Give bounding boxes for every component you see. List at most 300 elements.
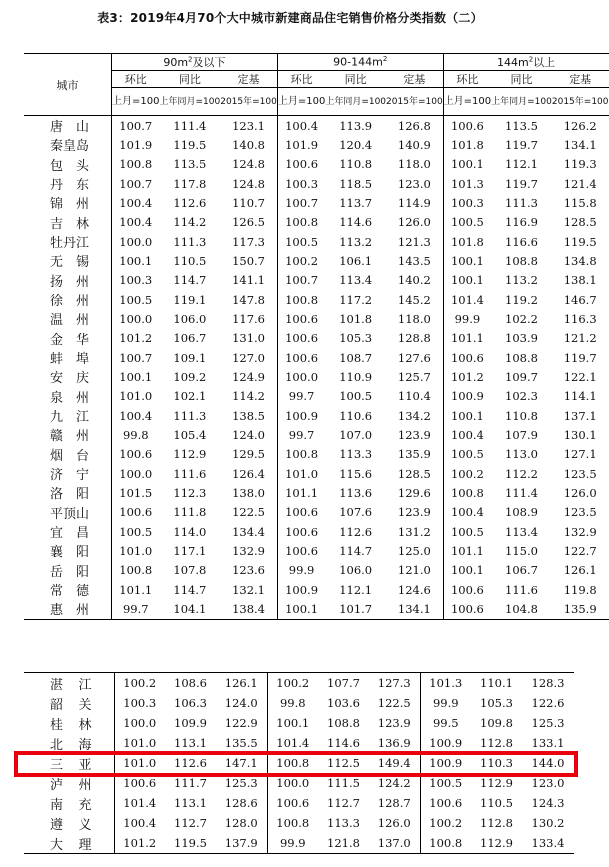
base-header-label: 上年同月=100 bbox=[325, 88, 386, 116]
header-group-row bbox=[24, 54, 609, 71]
index-value: 124.8 bbox=[232, 157, 265, 172]
index-value: 111.8 bbox=[173, 505, 207, 520]
index-value: 132.9 bbox=[232, 543, 265, 558]
index-value: 140.9 bbox=[397, 137, 431, 152]
index-value: 100.4 bbox=[112, 213, 160, 232]
index-value: 112.7 bbox=[327, 796, 360, 810]
index-value: 100.0 bbox=[114, 713, 165, 733]
index-value: 113.4 bbox=[505, 524, 538, 539]
index-value: 101.3 bbox=[420, 673, 471, 694]
index-value: 113.7 bbox=[339, 195, 373, 210]
city-name: 三亚 bbox=[50, 757, 92, 773]
city-name: 南充 bbox=[50, 797, 92, 813]
index-value: 117.8 bbox=[173, 176, 207, 191]
index-value: 124.0 bbox=[232, 427, 265, 442]
base-header-label: 2015年=100 bbox=[386, 88, 443, 116]
index-value: 108.9 bbox=[505, 505, 538, 520]
index-value: 100.7 bbox=[277, 193, 325, 212]
index-value: 100.0 bbox=[112, 309, 160, 328]
index-value: 110.3 bbox=[480, 756, 513, 770]
index-value: 112.8 bbox=[480, 816, 513, 830]
index-value: 111.6 bbox=[173, 466, 207, 481]
index-value: 100.8 bbox=[277, 445, 325, 464]
index-value: 122.1 bbox=[563, 369, 597, 384]
index-value: 140.2 bbox=[397, 273, 431, 288]
city-name: 牡丹江 bbox=[50, 236, 90, 252]
index-value: 100.6 bbox=[277, 309, 325, 328]
index-value: 101.0 bbox=[112, 541, 160, 560]
index-value: 123.6 bbox=[232, 563, 265, 578]
index-value: 114.7 bbox=[339, 543, 373, 558]
index-value: 128.7 bbox=[377, 796, 411, 810]
index-value: 110.7 bbox=[232, 195, 265, 210]
index-value: 123.0 bbox=[531, 776, 565, 790]
index-value: 105.3 bbox=[480, 696, 513, 710]
index-value: 100.6 bbox=[277, 329, 325, 348]
index-value: 128.0 bbox=[224, 816, 258, 830]
index-value: 106.1 bbox=[339, 253, 373, 268]
index-value: 127.0 bbox=[232, 350, 265, 365]
index-value: 129.6 bbox=[397, 485, 431, 500]
table-row bbox=[24, 522, 609, 541]
index-value: 100.0 bbox=[112, 464, 160, 483]
index-value: 105.4 bbox=[173, 427, 207, 442]
index-value: 101.8 bbox=[443, 135, 491, 154]
index-value: 117.6 bbox=[232, 311, 265, 326]
city-name: 金华 bbox=[50, 332, 90, 348]
index-value: 100.8 bbox=[267, 753, 318, 773]
index-value: 114.2 bbox=[173, 215, 207, 230]
index-value: 100.7 bbox=[112, 116, 160, 136]
index-value: 125.0 bbox=[397, 543, 431, 558]
index-value: 112.8 bbox=[480, 736, 513, 750]
index-value: 141.1 bbox=[232, 273, 265, 288]
index-value: 123.0 bbox=[397, 176, 431, 191]
index-value: 100.6 bbox=[443, 599, 491, 619]
table-row bbox=[24, 813, 574, 833]
index-value: 100.6 bbox=[443, 116, 491, 136]
index-value: 124.2 bbox=[377, 776, 411, 790]
index-value: 100.6 bbox=[277, 541, 325, 560]
index-value: 127.3 bbox=[377, 676, 411, 690]
table-row bbox=[24, 135, 609, 154]
index-value: 100.7 bbox=[112, 348, 160, 367]
index-value: 100.5 bbox=[420, 773, 471, 793]
index-value: 134.2 bbox=[397, 408, 431, 423]
index-value: 100.9 bbox=[277, 406, 325, 425]
index-value: 146.7 bbox=[563, 292, 597, 307]
index-value: 100.3 bbox=[443, 193, 491, 212]
city-name: 大理 bbox=[50, 837, 92, 853]
index-value: 135.9 bbox=[397, 447, 431, 462]
index-value: 111.4 bbox=[505, 485, 538, 500]
index-value: 100.2 bbox=[277, 251, 325, 270]
index-value: 136.9 bbox=[377, 736, 411, 750]
index-value: 99.7 bbox=[277, 387, 325, 406]
index-value: 119.8 bbox=[563, 582, 597, 597]
index-value: 100.8 bbox=[277, 290, 325, 309]
city-name: 烟台 bbox=[50, 448, 90, 464]
index-value: 101.4 bbox=[267, 733, 318, 753]
index-value: 123.5 bbox=[563, 505, 597, 520]
index-value: 101.0 bbox=[112, 387, 160, 406]
index-value: 138.5 bbox=[232, 408, 265, 423]
index-value: 100.0 bbox=[267, 773, 318, 793]
index-value: 100.6 bbox=[443, 580, 491, 599]
index-value: 126.0 bbox=[563, 485, 597, 500]
city-name: 扬州 bbox=[50, 274, 90, 290]
index-value: 100.9 bbox=[443, 387, 491, 406]
city-name: 济宁 bbox=[50, 468, 90, 484]
index-value: 101.4 bbox=[443, 290, 491, 309]
index-value: 121.0 bbox=[397, 563, 431, 578]
index-value: 149.4 bbox=[377, 756, 411, 770]
index-value: 100.6 bbox=[443, 348, 491, 367]
index-value: 115.0 bbox=[505, 543, 538, 558]
index-value: 133.4 bbox=[531, 836, 565, 850]
city-name: 蚌埠 bbox=[50, 352, 90, 368]
index-value: 100.5 bbox=[112, 290, 160, 309]
index-value: 100.6 bbox=[112, 503, 160, 522]
index-value: 113.1 bbox=[174, 796, 207, 810]
index-value: 100.4 bbox=[443, 503, 491, 522]
table-row bbox=[24, 464, 609, 483]
index-value: 101.1 bbox=[443, 329, 491, 348]
index-value: 126.1 bbox=[563, 563, 597, 578]
index-value: 110.4 bbox=[397, 389, 431, 404]
index-value: 122.5 bbox=[232, 505, 265, 520]
index-value: 101.8 bbox=[443, 232, 491, 251]
index-value: 111.6 bbox=[505, 582, 538, 597]
index-value: 104.1 bbox=[173, 601, 207, 616]
index-value: 100.1 bbox=[443, 251, 491, 270]
table-row bbox=[24, 193, 609, 212]
table-row bbox=[24, 580, 609, 599]
index-value: 114.2 bbox=[232, 389, 265, 404]
index-value: 100.1 bbox=[443, 155, 491, 174]
index-value: 122.9 bbox=[224, 716, 258, 730]
index-value: 109.7 bbox=[505, 369, 538, 384]
index-value: 100.9 bbox=[420, 733, 471, 753]
table-row bbox=[24, 425, 609, 444]
table-row bbox=[24, 213, 609, 232]
index-value: 106.0 bbox=[339, 563, 373, 578]
index-value: 122.7 bbox=[563, 543, 597, 558]
index-value: 126.5 bbox=[232, 215, 265, 230]
index-value: 110.5 bbox=[173, 253, 207, 268]
index-value: 100.4 bbox=[112, 406, 160, 425]
index-value: 114.6 bbox=[339, 215, 373, 230]
index-value: 135.9 bbox=[563, 601, 597, 616]
index-value: 101.0 bbox=[277, 464, 325, 483]
index-value: 128.5 bbox=[563, 215, 597, 230]
index-value: 124.6 bbox=[397, 582, 431, 597]
index-value: 110.8 bbox=[339, 157, 373, 172]
table-row bbox=[24, 348, 609, 367]
index-value: 118.0 bbox=[397, 311, 431, 326]
base-header-label: 上月=100 bbox=[112, 88, 160, 116]
index-value: 112.9 bbox=[480, 776, 513, 790]
index-value: 129.5 bbox=[232, 447, 265, 462]
index-value: 101.5 bbox=[112, 483, 160, 502]
city-name: 惠州 bbox=[50, 603, 90, 619]
base-header-label: 上月=100 bbox=[277, 88, 325, 116]
index-value: 101.0 bbox=[114, 733, 165, 753]
table-row bbox=[24, 329, 609, 348]
index-value: 100.3 bbox=[114, 693, 165, 713]
group-header-medium: $90-144m^2$ bbox=[277, 54, 443, 71]
index-value: 112.1 bbox=[339, 582, 373, 597]
base-header-label: 2015年=100 bbox=[220, 88, 277, 116]
city-column-header: 城市 bbox=[24, 54, 112, 116]
table-row bbox=[24, 503, 609, 522]
index-value: 100.5 bbox=[443, 213, 491, 232]
table-row bbox=[24, 232, 609, 251]
index-value: 122.6 bbox=[531, 696, 565, 710]
city-name: 桂林 bbox=[50, 717, 92, 733]
city-name: 安庆 bbox=[50, 371, 90, 387]
index-value: 134.8 bbox=[563, 253, 597, 268]
index-value: 130.2 bbox=[531, 816, 565, 830]
index-value: 101.2 bbox=[112, 329, 160, 348]
index-value: 137.9 bbox=[224, 836, 258, 850]
city-name: 唐山 bbox=[50, 120, 90, 136]
index-value: 111.5 bbox=[327, 776, 360, 790]
index-value: 101.9 bbox=[277, 135, 325, 154]
index-value: 100.0 bbox=[112, 232, 160, 251]
index-value: 100.8 bbox=[277, 213, 325, 232]
table-row bbox=[24, 733, 574, 753]
index-value: 100.4 bbox=[277, 116, 325, 136]
index-value: 126.8 bbox=[397, 118, 431, 133]
index-value: 112.3 bbox=[173, 485, 207, 500]
group-header-small: $90m^2$及以下 bbox=[112, 54, 278, 71]
index-value: 100.0 bbox=[277, 367, 325, 386]
index-value: 119.5 bbox=[173, 137, 207, 152]
index-value: 110.1 bbox=[480, 676, 513, 690]
base-header-label: 上月=100 bbox=[443, 88, 491, 116]
index-value: 126.1 bbox=[224, 676, 258, 690]
index-value: 100.6 bbox=[112, 445, 160, 464]
index-value: 100.7 bbox=[277, 271, 325, 290]
index-value: 100.4 bbox=[112, 193, 160, 212]
index-value: 114.1 bbox=[563, 389, 597, 404]
index-value: 100.8 bbox=[443, 483, 491, 502]
index-value: 119.5 bbox=[563, 234, 597, 249]
index-value: 100.8 bbox=[420, 833, 471, 854]
index-value: 110.9 bbox=[339, 369, 373, 384]
table-row bbox=[24, 793, 574, 813]
table-row bbox=[24, 309, 609, 328]
index-value: 130.1 bbox=[563, 427, 597, 442]
base-header-label: 上年同月=100 bbox=[491, 88, 552, 116]
table-row bbox=[24, 387, 609, 406]
index-value: 128.5 bbox=[397, 466, 431, 481]
index-value: 102.1 bbox=[173, 389, 207, 404]
city-name: 常德 bbox=[50, 584, 90, 600]
sub-header-label: 环比 bbox=[277, 71, 325, 88]
index-value: 112.7 bbox=[174, 816, 207, 830]
index-value: 123.9 bbox=[377, 716, 411, 730]
index-value: 100.3 bbox=[277, 174, 325, 193]
index-value: 109.2 bbox=[173, 369, 207, 384]
index-value: 131.0 bbox=[232, 331, 265, 346]
city-name: 锦州 bbox=[50, 197, 90, 213]
index-value: 106.3 bbox=[174, 696, 207, 710]
city-name: 岳阳 bbox=[50, 564, 90, 580]
index-value: 101.2 bbox=[114, 833, 165, 854]
base-header-label: 2015年=100 bbox=[552, 88, 609, 116]
index-value: 127.6 bbox=[397, 350, 431, 365]
index-value: 114.7 bbox=[173, 273, 207, 288]
index-value: 99.9 bbox=[267, 833, 318, 854]
header-base-row bbox=[24, 88, 609, 116]
index-value: 122.5 bbox=[377, 696, 411, 710]
index-value: 126.0 bbox=[397, 215, 431, 230]
index-value: 138.4 bbox=[232, 601, 265, 616]
table-row bbox=[24, 174, 609, 193]
index-value: 100.5 bbox=[277, 232, 325, 251]
city-name: 宜昌 bbox=[50, 526, 90, 542]
index-value: 113.3 bbox=[327, 816, 360, 830]
index-value: 116.9 bbox=[505, 215, 538, 230]
index-value: 119.2 bbox=[505, 292, 538, 307]
index-value: 100.8 bbox=[112, 561, 160, 580]
index-value: 112.6 bbox=[174, 756, 207, 770]
index-value: 100.6 bbox=[277, 155, 325, 174]
index-value: 128.6 bbox=[224, 796, 258, 810]
index-value: 107.8 bbox=[173, 563, 207, 578]
table-row bbox=[24, 673, 574, 694]
index-value: 111.3 bbox=[173, 408, 207, 423]
index-value: 114.0 bbox=[173, 524, 207, 539]
index-value: 113.1 bbox=[174, 736, 207, 750]
index-value: 119.7 bbox=[563, 350, 597, 365]
index-value: 100.4 bbox=[443, 425, 491, 444]
index-value: 128.8 bbox=[397, 331, 431, 346]
index-value: 119.3 bbox=[563, 157, 597, 172]
index-value: 99.9 bbox=[277, 561, 325, 580]
sub-header-label: 环比 bbox=[112, 71, 160, 88]
index-value: 100.6 bbox=[277, 503, 325, 522]
index-value: 124.0 bbox=[224, 696, 258, 710]
index-value: 101.8 bbox=[339, 311, 373, 326]
index-value: 99.9 bbox=[420, 693, 471, 713]
sub-header-label: 同比 bbox=[325, 71, 386, 88]
index-value: 120.4 bbox=[339, 137, 373, 152]
index-value: 124.8 bbox=[232, 176, 265, 191]
table-row bbox=[24, 541, 609, 560]
table-title bbox=[0, 9, 580, 26]
table-row bbox=[24, 561, 609, 580]
sub-header-label: 同比 bbox=[159, 71, 220, 88]
index-value: 143.5 bbox=[397, 253, 431, 268]
index-value: 100.7 bbox=[112, 174, 160, 193]
index-value: 100.2 bbox=[420, 813, 471, 833]
sub-header-label: 同比 bbox=[491, 71, 552, 88]
city-name: 泉州 bbox=[50, 390, 90, 406]
city-name: 平顶山 bbox=[50, 506, 90, 522]
index-value: 101.4 bbox=[114, 793, 165, 813]
sub-header-label: 环比 bbox=[443, 71, 491, 88]
index-value: 101.1 bbox=[443, 541, 491, 560]
index-value: 121.4 bbox=[563, 176, 597, 191]
index-value: 111.4 bbox=[173, 118, 207, 133]
city-name: 襄阳 bbox=[50, 545, 90, 561]
index-value: 111.7 bbox=[174, 776, 207, 790]
index-value: 115.8 bbox=[563, 195, 597, 210]
index-value: 113.9 bbox=[339, 118, 373, 133]
index-value: 100.5 bbox=[112, 522, 160, 541]
index-value: 109.9 bbox=[174, 716, 207, 730]
title-text: 表3：2019年4月70个大中城市新建商品住宅销售价格分类指数（二） bbox=[97, 11, 483, 25]
index-value: 100.2 bbox=[267, 673, 318, 694]
index-value: 113.0 bbox=[505, 447, 538, 462]
index-value: 100.2 bbox=[443, 464, 491, 483]
index-value: 125.7 bbox=[397, 369, 431, 384]
index-value: 118.0 bbox=[397, 157, 431, 172]
table-row bbox=[24, 251, 609, 270]
city-name: 北海 bbox=[50, 737, 92, 753]
table-row bbox=[24, 483, 609, 502]
index-value: 101.9 bbox=[112, 135, 160, 154]
index-value: 112.2 bbox=[505, 466, 538, 481]
index-value: 116.6 bbox=[505, 234, 538, 249]
index-value: 132.9 bbox=[563, 524, 597, 539]
index-value: 113.2 bbox=[339, 234, 373, 249]
sub-header-label: 定基 bbox=[220, 71, 277, 88]
index-value: 103.6 bbox=[327, 696, 360, 710]
index-value: 112.5 bbox=[327, 756, 360, 770]
index-value: 103.9 bbox=[505, 331, 538, 346]
index-value: 123.9 bbox=[397, 427, 431, 442]
index-value: 105.3 bbox=[339, 331, 373, 346]
index-value: 114.6 bbox=[327, 736, 360, 750]
index-value: 107.6 bbox=[339, 505, 373, 520]
index-value: 126.4 bbox=[232, 466, 265, 481]
index-value: 147.1 bbox=[224, 756, 258, 770]
index-value: 100.6 bbox=[267, 793, 318, 813]
index-value: 100.2 bbox=[114, 673, 165, 694]
index-value: 100.8 bbox=[267, 813, 318, 833]
index-value: 101.7 bbox=[339, 601, 373, 616]
index-value: 121.2 bbox=[563, 331, 597, 346]
highlight-box-sanya bbox=[14, 751, 578, 777]
index-value: 113.3 bbox=[339, 447, 373, 462]
index-value: 125.3 bbox=[531, 716, 565, 730]
index-value: 131.2 bbox=[397, 524, 431, 539]
index-value: 100.1 bbox=[112, 251, 160, 270]
index-value: 145.2 bbox=[397, 292, 431, 307]
city-name: 包头 bbox=[50, 158, 90, 174]
index-value: 108.7 bbox=[339, 350, 373, 365]
index-value: 108.8 bbox=[505, 253, 538, 268]
table-row bbox=[24, 155, 609, 174]
city-name: 无锡 bbox=[50, 255, 90, 271]
index-value: 119.5 bbox=[174, 836, 207, 850]
index-value: 100.6 bbox=[114, 773, 165, 793]
index-value: 126.0 bbox=[377, 816, 411, 830]
table-row bbox=[24, 599, 609, 619]
index-value: 112.6 bbox=[173, 195, 207, 210]
index-value: 109.8 bbox=[480, 716, 513, 730]
index-value: 100.9 bbox=[277, 580, 325, 599]
table-row bbox=[24, 445, 609, 464]
index-value: 138.1 bbox=[563, 273, 597, 288]
index-value: 113.4 bbox=[339, 273, 373, 288]
index-value: 101.1 bbox=[277, 483, 325, 502]
index-value: 124.3 bbox=[531, 796, 565, 810]
